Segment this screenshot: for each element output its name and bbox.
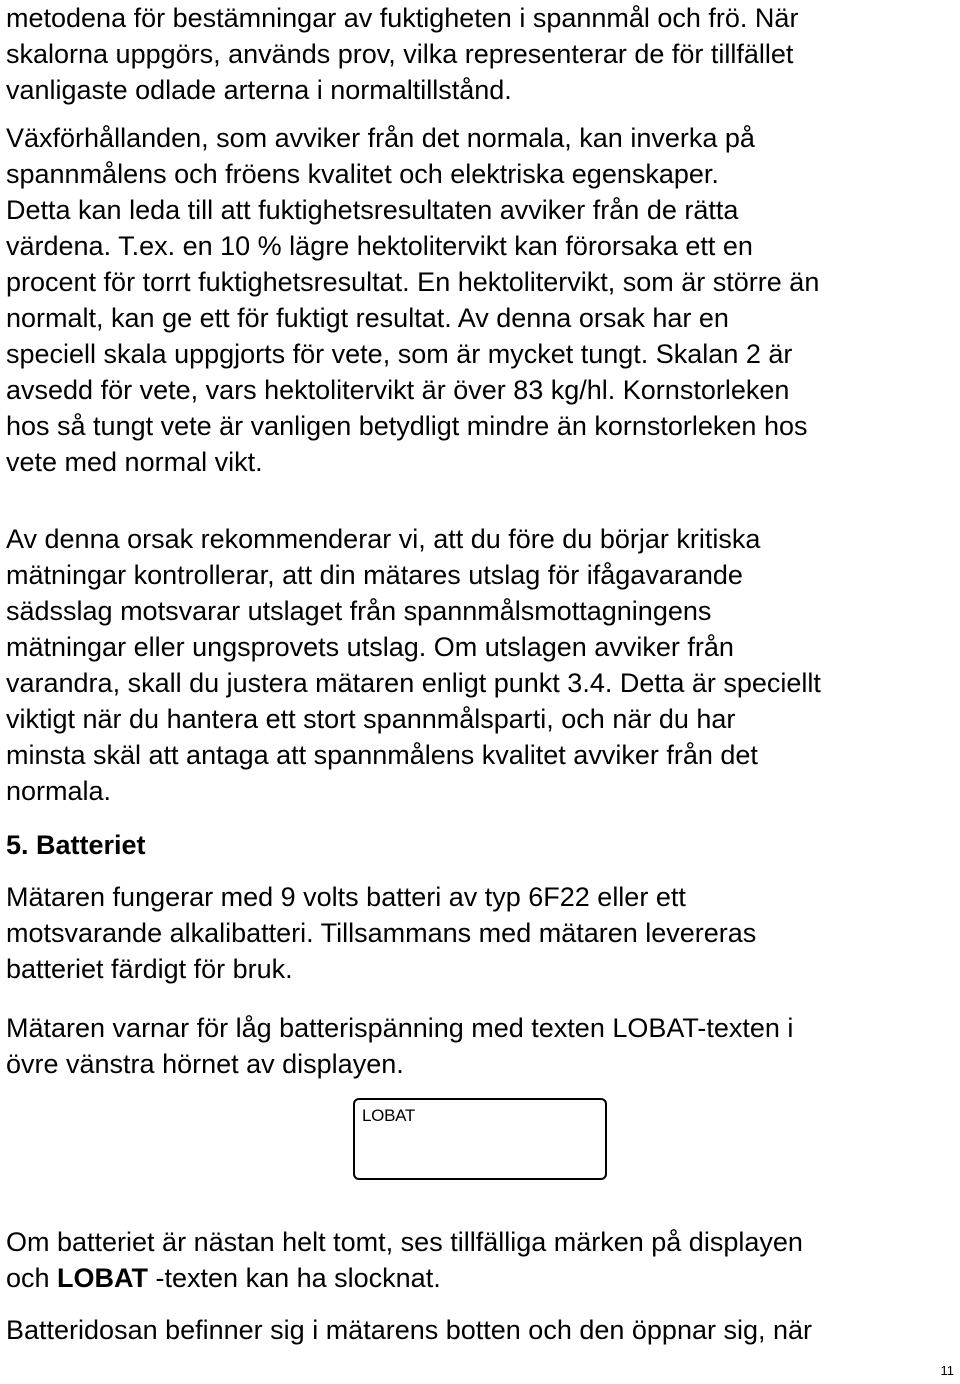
text-line: mätningar eller ungsprovets utslag. Om utslagen avviker från: [6, 632, 734, 662]
lobat-bold-text: LOBAT: [57, 1263, 149, 1293]
paragraph-recommendation: [6, 521, 821, 809]
text-line: hos så tungt vete är vanligen betydligt mindre än kornstorleken hos: [6, 411, 808, 441]
page-number: 11: [940, 1363, 954, 1378]
text-line: metodena för bestämningar av fuktigheten i spannmål och frö. När: [6, 3, 799, 33]
text-line: Mätaren varnar för låg batterispänning med texten LOBAT-texten i: [6, 1013, 794, 1043]
section-heading-battery: 5. Batteriet: [6, 830, 146, 860]
text-line: Om batteriet är nästan helt tomt, ses tillfälliga märken på displayen: [6, 1227, 803, 1257]
document-page: [6, 0, 956, 1384]
text-line: Växförhållanden, som avviker från det normala, kan inverka på: [6, 123, 755, 153]
text-line: procent för torrt fuktighetsresultat. En hektolitervikt, som är större än: [6, 267, 820, 297]
text-line: vete med normal vikt.: [6, 447, 263, 477]
paragraph-growing-conditions: [6, 120, 819, 480]
text-line: speciell skala uppgjorts för vete, som är mycket tungt. Skalan 2 är: [6, 339, 793, 369]
text-line: varandra, skall du justera mätaren enligt punkt 3.4. Detta är speciellt: [6, 668, 821, 698]
text-line: Av denna orsak rekommenderar vi, att du före du börjar kritiska: [6, 524, 761, 554]
text-line: värdena. T.ex. en 10 % lägre hektolitervikt kan förorsaka ett en: [6, 231, 753, 261]
text-line: viktigt när du hantera ett stort spannmålsparti, och när du har: [6, 704, 736, 734]
text-line: och: [6, 1263, 58, 1293]
text-line: normalt, kan ge ett för fuktigt resultat. Av denna orsak har en: [6, 303, 729, 333]
text-line: motsvarande alkalibatteri. Tillsammans med mätaren levereras: [6, 918, 757, 948]
text-line: Batteridosan befinner sig i mätarens botten och den öppnar sig, när: [6, 1315, 813, 1345]
paragraph-moisture-method: [6, 0, 798, 108]
paragraph-low-battery-warning: [6, 1010, 793, 1082]
text-line: normala.: [6, 776, 112, 806]
text-line: batteriet färdigt för bruk.: [6, 954, 293, 984]
text-line: avsedd för vete, vars hektolitervikt är över 83 kg/hl. Kornstorleken: [6, 375, 790, 405]
text-line: Mätaren fungerar med 9 volts batteri av typ 6F22 eller ett: [6, 882, 686, 912]
text-line: mätningar kontrollerar, att din mätares utslag för ifågavarande: [6, 560, 743, 590]
text-line: minsta skäl att antaga att spannmålens kvalitet avviker från det: [6, 740, 758, 770]
paragraph-battery-compartment: [6, 1312, 812, 1348]
text-line: -texten kan ha slocknat.: [148, 1263, 441, 1293]
text-line: Detta kan leda till att fuktighetsresultaten avviker från de rätta: [6, 195, 739, 225]
paragraph-empty-battery: [6, 1224, 803, 1296]
paragraph-battery-type: [6, 879, 756, 987]
display-illustration: [353, 1098, 607, 1180]
text-line: sädsslag motsvarar utslaget från spannmålsmottagningens: [6, 596, 712, 626]
text-line: vanligaste odlade arterna i normaltillstånd.: [6, 75, 512, 105]
text-line: skalorna uppgörs, används prov, vilka representerar de för tillfället: [6, 39, 794, 69]
lobat-indicator: LOBAT: [362, 1106, 415, 1125]
text-line: övre vänstra hörnet av displayen.: [6, 1049, 404, 1079]
text-line: spannmålens och fröens kvalitet och elektriska egenskaper.: [6, 159, 719, 189]
